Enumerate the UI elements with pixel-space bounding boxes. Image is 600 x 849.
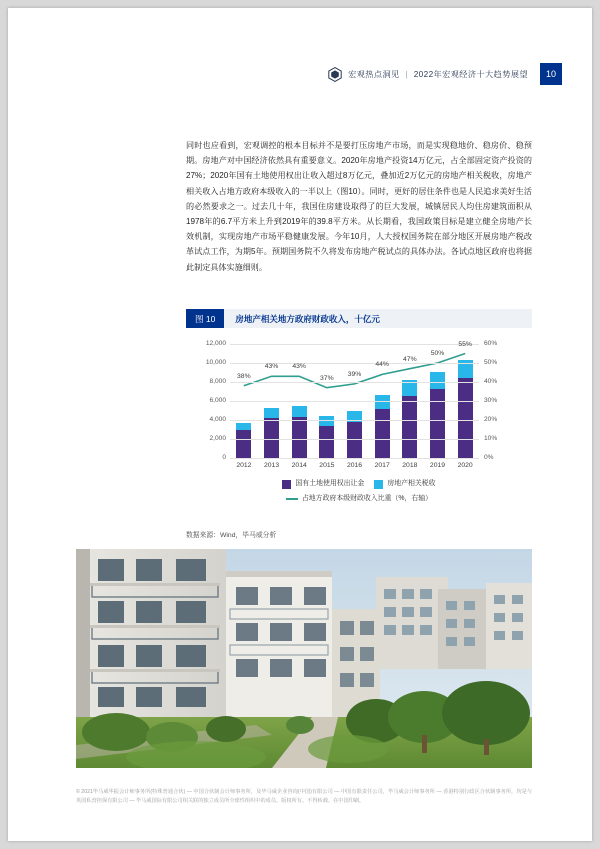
legend-swatch-share — [286, 498, 298, 500]
chart-data-label: 55% — [458, 340, 472, 348]
chart-y-tick-right: 50% — [484, 359, 498, 366]
chart-y-tick-left: 8,000 — [209, 378, 226, 385]
legend-row-2 — [186, 493, 532, 505]
residential-apartment-buildings-photo — [76, 549, 532, 768]
body-paragraph: 同时也应看到，宏观调控的根本目标并不是要打压房地产市场，而是实现稳地价、稳房价、稳预期。房地产对中国经济依然具有重要意义。2020年房地产投资14万亿元，占全部固定资产投资的27%；2020年国有土地使用权出让收入超过8万亿元，叠加近2万亿元的房地产相关税收，房地产相关收入占地方政府本级收入的一半以上（图10）。同时，更好的居住条件也是人民追求美好生活的必然要求之一。过去几十年，我国住房建设取得了的巨大发展，城镇居民人均住房建筑面积从1978年的6.7平方米上升到2019年的39.8平方米。从长期看，我国政策目标是建立健全房地产长效机制，实现房地产市场平稳健康发展。今年10月，人大授权国务院在部分地区开展房地产税改革试点工作，为期5年。预期国务院不久将发布房地产税试点的具体办法。各试点地区政府也将据此制定具体实施细则。 — [186, 141, 532, 272]
figure-block — [186, 309, 532, 513]
legend-swatch-land-sales — [282, 480, 291, 489]
chart-gridline — [230, 439, 479, 440]
chart-y-tick-left: 6,000 — [209, 397, 226, 404]
chart-gridline — [230, 420, 479, 421]
header-separator: | — [405, 69, 408, 79]
page-number: 10 — [540, 63, 562, 85]
chart-data-label: 43% — [292, 363, 306, 371]
page-header — [8, 63, 592, 97]
chart-y-tick-right: 60% — [484, 340, 498, 347]
chart-data-label: 47% — [403, 355, 417, 363]
legend-label-land-sales: 国有土地使用权出让金 — [295, 480, 365, 487]
footer-copyright: © 2021毕马威华振会计师事务所(特殊普通合伙) — 中国合伙制会计师事务所，及毕马威企业咨询(中国)有限公司 — 中国有限责任公司，毕马威会计师事务所 — 香港特别行政区合伙制事务所，均是与英国私营担保有限公司 — 毕马威国际有限公司相关联的独立成员所全球性组织中的成员。版权所有。不得转载。在中国印刷。 — [76, 789, 532, 804]
chart-x-tick: 2018 — [402, 462, 418, 469]
chart-x-tick: 2015 — [319, 462, 335, 469]
legend-item-share — [286, 493, 432, 505]
chart-y-tick-left: 10,000 — [205, 359, 226, 366]
legend-label-taxes: 房地产相关税收 — [387, 480, 436, 487]
chart-x-tick: 2020 — [457, 462, 473, 469]
legend-item-taxes — [374, 478, 435, 490]
document-page — [8, 8, 592, 841]
chart-x-tick: 2014 — [291, 462, 307, 469]
legend-row-1 — [186, 478, 532, 490]
chart-data-label: 43% — [264, 363, 279, 371]
chart — [186, 328, 532, 513]
chart-y-tick-left: 2,000 — [209, 435, 226, 442]
legend-swatch-taxes — [374, 480, 383, 489]
chart-y-tick-right: 0% — [484, 454, 494, 461]
chart-y-tick-left: 4,000 — [209, 416, 226, 423]
chart-x-tick: 2017 — [374, 462, 390, 469]
chart-x-tick: 2016 — [346, 462, 363, 469]
chart-data-label: 44% — [375, 361, 389, 369]
chart-data-label: 50% — [430, 350, 445, 357]
chart-plot-area — [230, 344, 479, 458]
chart-y-tick-left: 12,000 — [205, 340, 226, 347]
chart-y-tick-right: 10% — [484, 435, 498, 442]
chart-y-tick-left: 0 — [222, 454, 226, 461]
figure-title-bar — [186, 309, 532, 328]
legend-item-land-sales — [282, 478, 364, 490]
chart-x-tick: 2012 — [236, 462, 252, 469]
chart-y-tick-right: 30% — [484, 397, 498, 404]
header-section: 宏观热点洞见 — [348, 69, 400, 79]
chart-gridline — [230, 401, 479, 402]
chart-x-axis — [230, 462, 479, 469]
figure-caption: 房地产相关地方政府财政收入，十亿元 — [224, 309, 532, 328]
chart-data-label: 37% — [320, 374, 334, 382]
chart-gridline — [230, 344, 479, 345]
chart-legend — [186, 478, 532, 505]
body-text-column — [186, 138, 532, 275]
chart-gridline — [230, 458, 479, 459]
header-title: 2022年宏观经济十大趋势展望 — [413, 69, 528, 79]
chart-data-label: 39% — [347, 370, 362, 378]
chart-y-tick-right: 20% — [484, 416, 498, 423]
figure-source-note: 数据来源：Wind，毕马威分析 — [186, 532, 277, 539]
chart-x-tick: 2019 — [429, 462, 446, 469]
chart-data-label: 38% — [237, 372, 251, 380]
legend-label-share: 占地方政府本级财政收入比重（%，右轴） — [301, 495, 433, 502]
chart-x-tick: 2013 — [263, 462, 280, 469]
hexagon-kpmg-icon — [328, 67, 342, 82]
chart-y-tick-right: 40% — [484, 378, 498, 385]
chart-gridline — [230, 382, 479, 383]
figure-tag: 图 10 — [186, 309, 224, 328]
